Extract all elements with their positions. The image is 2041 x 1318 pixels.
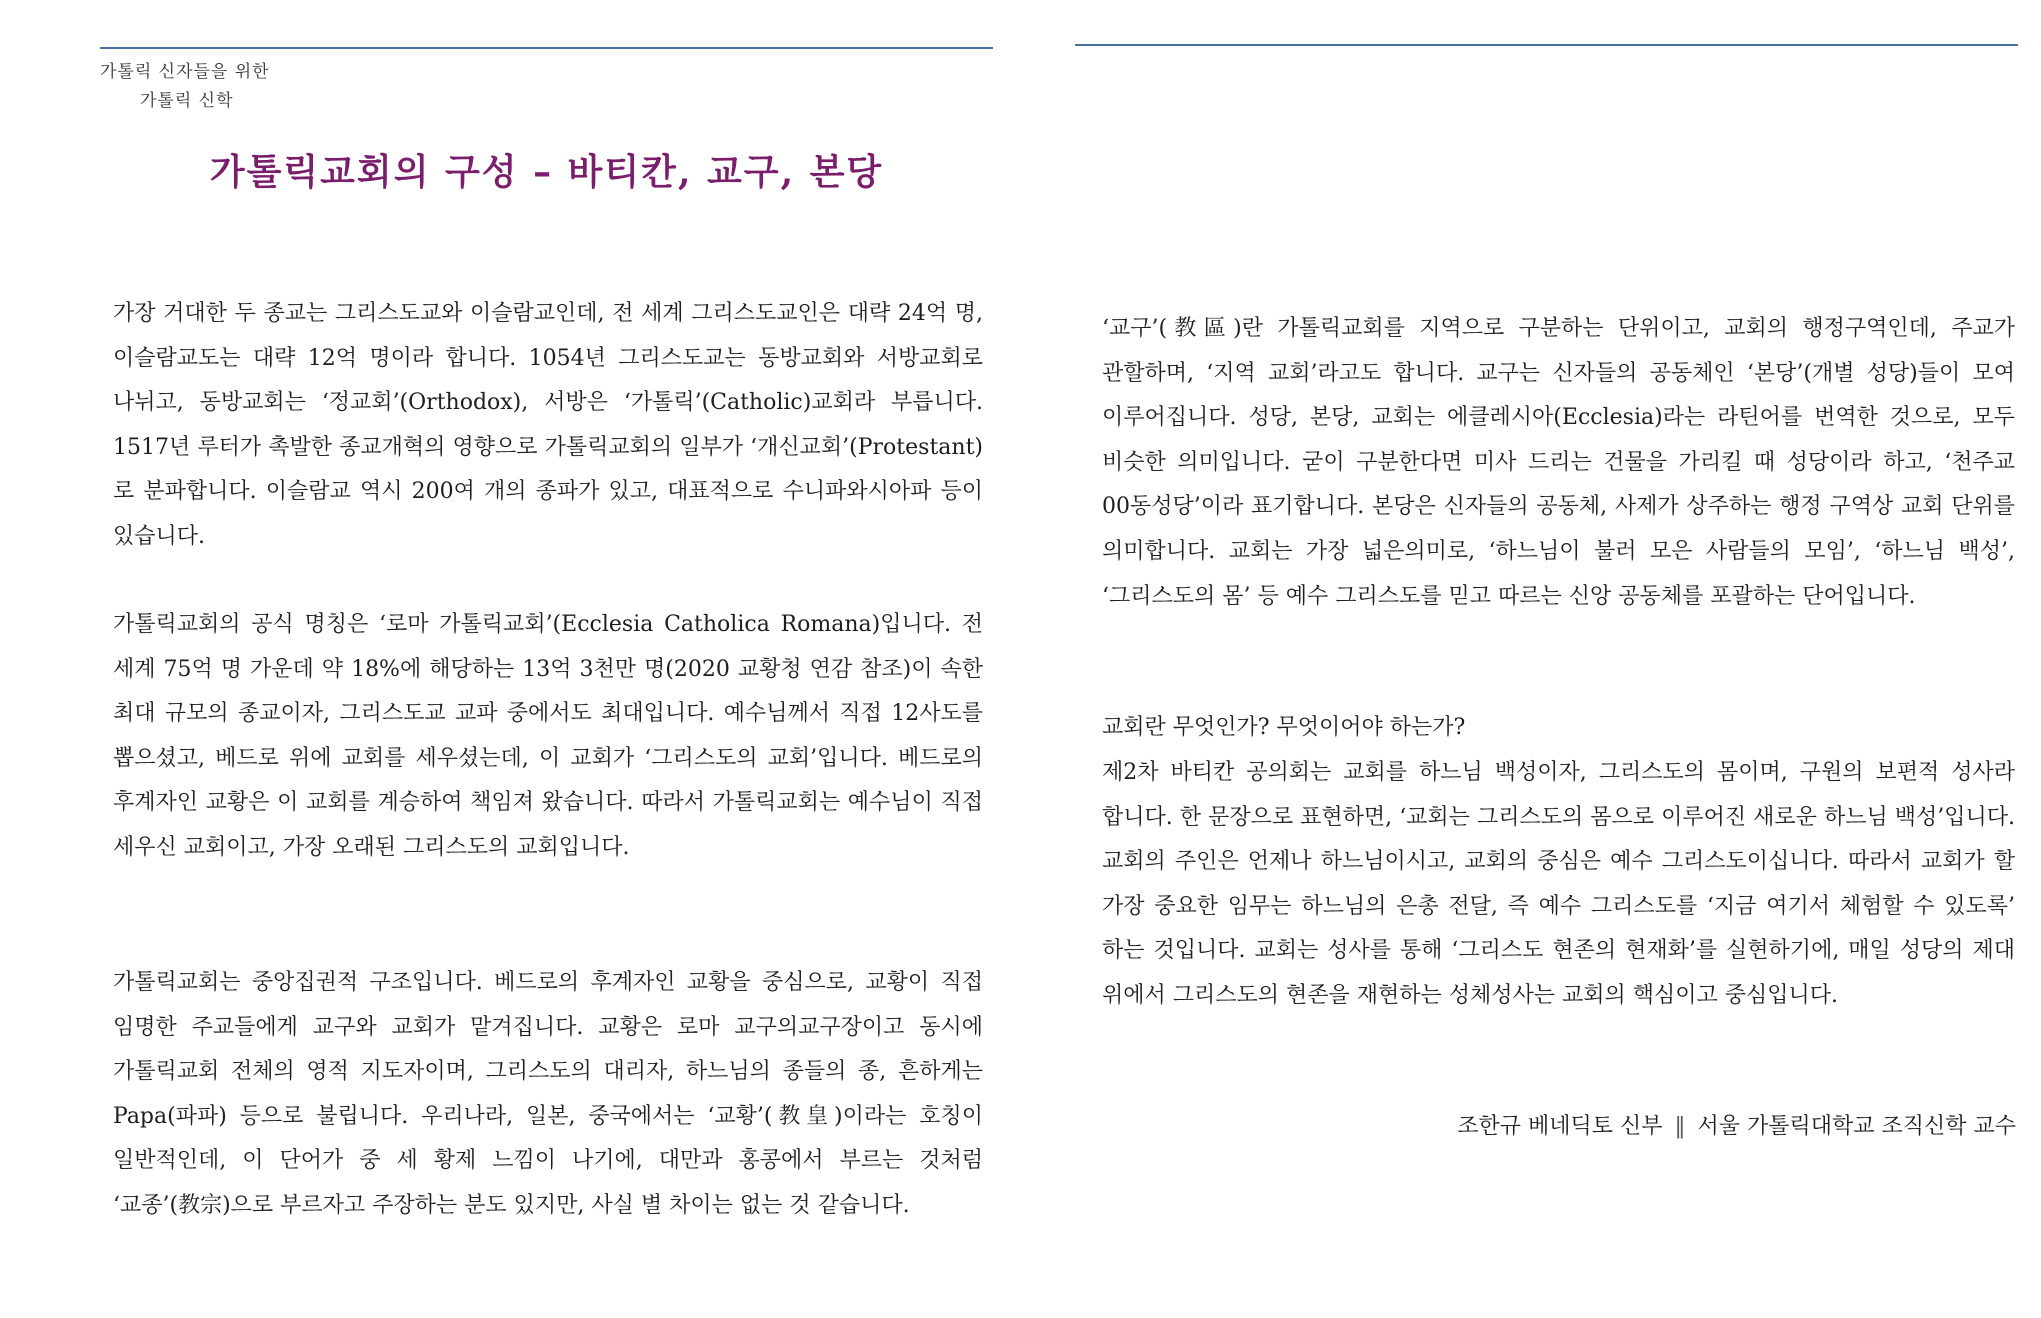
header-series-line1: 가톨릭 신자들을 위한	[100, 62, 270, 82]
paragraph-world-religions: 가장 거대한 두 종교는 그리스도교와 이슬람교인데, 전 세계 그리스도교인은 대략 24억 명, 이슬람교도는 대략 12억 명이라 합니다. 1054년 그리스도교는 동방교회와 서방교회로 나뉘고, 동방교회는 ‘정교회’(Orthodox), 서방은 ‘가톨릭’(Catholic)교회라 부릅니다. 1517년 루터가 촉발한 종교개혁의 영향으로 가톨릭교회의 일부가 ‘개신교회’(Protestant)로 분파합니다. 이슬람교 역시 200여 개의 종파가 있고, 대표적으로 수니파와시아파 등이 있습니다.	[113, 301, 983, 549]
author-signature	[1457, 1109, 2016, 1140]
right-page	[1020, 0, 2041, 1318]
section-question: 교회란 무엇인가? 무엇이어야 하는가?	[1102, 715, 1466, 740]
header-series-line2: 가톨릭 신학	[140, 91, 234, 111]
paragraph-central-structure: 가톨릭교회는 중앙집권적 구조입니다. 베드로의 후계자인 교황을 중심으로, 교황이 직접 임명한 주교들에게 교구와 교회가 맡겨집니다. 교황은 로마 교구의교구장이고 동시에 가톨릭교회 전체의 영적 지도자이며, 그리스도의 대리자, 하느님의 종들의 종, 흔하게는 Papa(파파) 등으로 불립니다. 우리나라, 일본, 중국에서는 ‘교황’(教皇)이라는 호칭이 일반적인데, 이 단어가 중 세 황제 느낌이 나기에, 대만과 홍콩에서 부르는 것처럼 ‘교종’(教宗)으로 부르자고 주장하는 분도 있지만, 사실 별 차이는 없는 것 같습니다.	[113, 970, 983, 1218]
author-name: 조한규 베네딕토 신부	[1457, 1114, 1663, 1139]
left-page	[0, 0, 1020, 1318]
signature-separator: ‖	[1674, 1114, 1686, 1139]
author-affiliation: 서울 가톨릭대학교 조직신학 교수	[1697, 1114, 2016, 1139]
header-rule	[1075, 44, 2018, 46]
paragraph-vatican-council: 제2차 바티칸 공의회는 교회를 하느님 백성이자, 그리스도의 몸이며, 구원의 보편적 성사라 합니다. 한 문장으로 표현하면, ‘교회는 그리스도의 몸으로 이루어진 새로운 하느님 백성’입니다. 교회의 주인은 언제나 하느님이시고, 교회의 중심은 예수 그리스도이십니다. 따라서 교회가 할 가장 중요한 임무는 하느님의 은총 전달, 즉 예수 그리스도를 ‘지금 여기서 체험할 수 있도록’ 하는 것입니다. 교회는 성사를 통해 ‘그리스도 현존의 현재화’를 실현하기에, 매일 성당의 제대 위에서 그리스도의 현존을 재현하는 성체성사는 교회의 핵심이고 중심입니다.	[1102, 760, 2015, 1008]
article-title: 가톨릭교회의 구성 – 바티칸, 교구, 본당	[209, 151, 884, 193]
paragraph-official-name: 가톨릭교회의 공식 명칭은 ‘로마 가톨릭교회’(Ecclesia Catholica Romana)입니다. 전 세계 75억 명 가운데 약 18%에 해당하는 13억 3천만 명(2020 교황청 연감 참조)이 속한 최대 규모의 종교이자, 그리스도교 교파 중에서도 최대입니다. 예수님께서 직접 12사도를 뽑으셨고, 베드로 위에 교회를 세우셨는데, 이 교회가 ‘그리스도의 교회’입니다. 베드로의 후계자인 교황은 이 교회를 계승하여 책임져 왔습니다. 따라서 가톨릭교회는 예수님이 직접 세우신 교회이고, 가장 오래된 그리스도의 교회입니다.	[113, 612, 983, 860]
paragraph-diocese: ‘교구’(教區)란 가톨릭교회를 지역으로 구분하는 단위이고, 교회의 행정구역인데, 주교가 관할하며, ‘지역 교회’라고도 합니다. 교구는 신자들의 공동체인 ‘본당’(개별 성당)들이 모여 이루어집니다. 성당, 본당, 교회는 에클레시아(Ecclesia)라는 라틴어를 번역한 것으로, 모두 비슷한 의미입니다. 굳이 구분한다면 미사 드리는 건물을 가리킬 때 성당이라 하고, ‘천주교 00동성당’이라 표기합니다. 본당은 신자들의 공동체, 사제가 상주하는 행정 구역상 교회 단위를 의미합니다. 교회는 가장 넓은의미로, ‘하느님이 불러 모은 사람들의 모임’, ‘하느님 백성’, ‘그리스도의 몸’ 등 예수 그리스도를 믿고 따르는 신앙 공동체를 포괄하는 단어입니다.	[1102, 316, 2015, 609]
header-rule	[100, 47, 993, 49]
